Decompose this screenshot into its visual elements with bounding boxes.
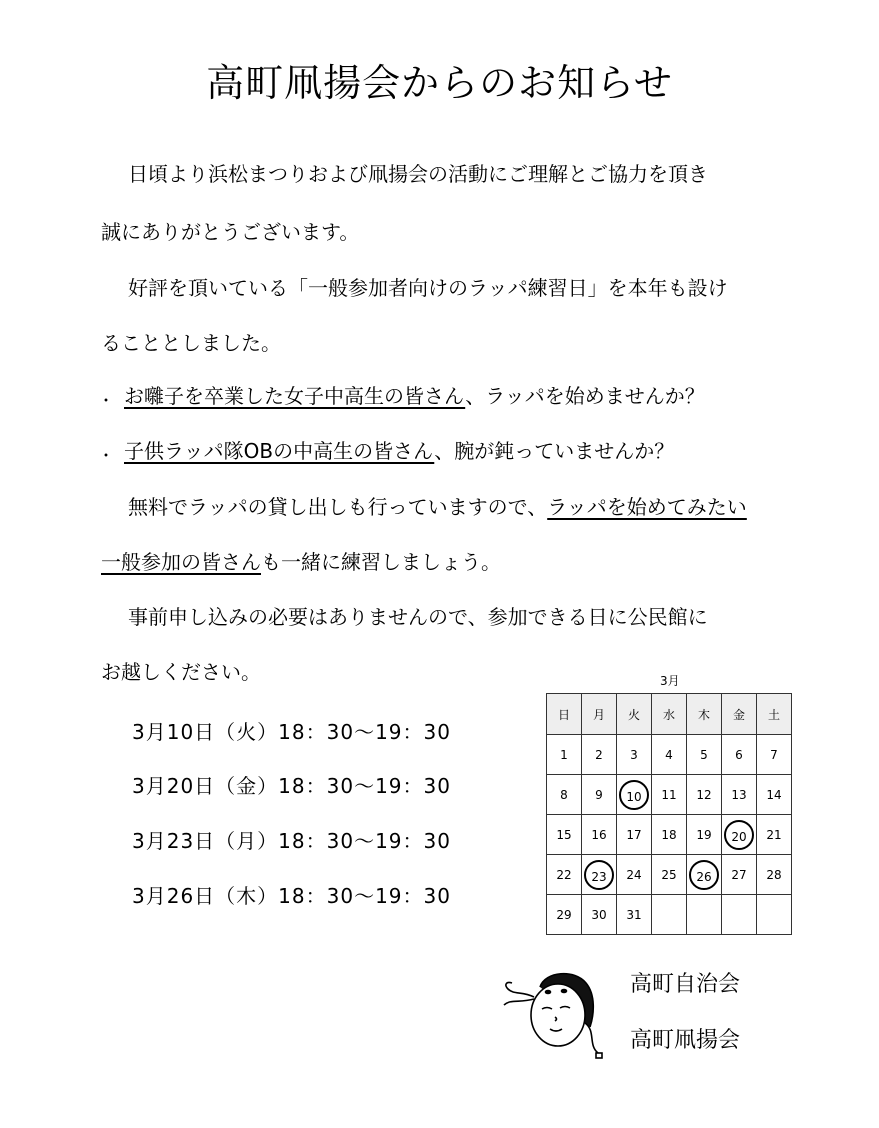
calendar-day: [687, 895, 722, 935]
calendar-day: 29: [547, 895, 582, 935]
calendar-grid: [546, 693, 792, 935]
announce-line-2: ることとしました。: [101, 331, 281, 355]
bullet-mark-1: ・: [98, 391, 115, 410]
calendar-day: 30: [582, 895, 617, 935]
bullet-2-underlined: 子供ラッパ隊OBの中高生の皆さん: [124, 439, 435, 463]
calendar-day: 25: [652, 855, 687, 895]
calendar-day: 16: [582, 815, 617, 855]
schedule-item-2: 3月20日（金）18：30～19：30: [132, 774, 451, 798]
calendar-day: [757, 895, 792, 935]
weekday-thu: 木: [687, 694, 722, 735]
weekday-tue: 火: [617, 694, 652, 735]
weekday-wed: 水: [652, 694, 687, 735]
practice-day-10: 10: [619, 780, 649, 810]
calendar-day: 18: [652, 815, 687, 855]
visit-line-2: お越しください。: [101, 660, 261, 684]
rental-rest: も一緒に練習しましょう。: [261, 550, 501, 574]
calendar-day: 1: [547, 735, 582, 775]
bullet-1-underlined: お囃子を卒業した女子中高生の皆さん: [124, 384, 466, 408]
practice-day-26: 26: [689, 860, 719, 890]
calendar-day: 9: [582, 775, 617, 815]
calendar-day-circled: [687, 855, 722, 895]
calendar-day: 2: [582, 735, 617, 775]
bullet-2-rest: 、腕が鈍っていませんか？: [434, 439, 675, 463]
calendar-day-circled: [722, 815, 757, 855]
schedule-item-1: 3月10日（火）18：30～19：30: [132, 720, 451, 744]
intro-line-2: 誠にありがとうございます。: [101, 220, 360, 244]
calendar-day: 28: [757, 855, 792, 895]
calendar-day: 6: [722, 735, 757, 775]
calendar-day: 7: [757, 735, 792, 775]
calendar-day: 14: [757, 775, 792, 815]
schedule-item-3: 3月23日（月）18：30～19：30: [132, 829, 451, 853]
bullet-1-rest: 、ラッパを始めませんか？: [465, 384, 705, 408]
page-title: 高町凧揚会からのお知らせ: [206, 61, 673, 105]
calendar-day: 31: [617, 895, 652, 935]
calendar-day-circled: [617, 775, 652, 815]
weekday-fri: 金: [722, 694, 757, 735]
calendar-day: 3: [617, 735, 652, 775]
rental-underlined-2: 一般参加の皆さん: [101, 550, 261, 574]
bullet-item-1: [124, 386, 705, 406]
calendar-day: 24: [617, 855, 652, 895]
org-takoagekai: 高町凧揚会: [630, 1028, 741, 1053]
practice-day-20: 20: [724, 820, 754, 850]
rental-line-2: [101, 552, 501, 572]
calendar-day: 15: [547, 815, 582, 855]
bullet-mark-2: ・: [98, 446, 115, 465]
calendar-day: 11: [652, 775, 687, 815]
otafuku-mask-icon: [500, 965, 610, 1060]
rental-text: 無料でラッパの貸し出しも行っていますので、: [128, 495, 548, 519]
intro-line-1: 日頃より浜松まつりおよび凧揚会の活動にご理解とご協力を頂き: [128, 162, 708, 186]
calendar-day: 13: [722, 775, 757, 815]
calendar-day-circled: [582, 855, 617, 895]
schedule-item-4: 3月26日（木）18：30～19：30: [132, 884, 451, 908]
weekday-mon: 月: [582, 694, 617, 735]
calendar-month: 3月: [660, 674, 680, 688]
calendar-day: [722, 895, 757, 935]
announce-line-1: 好評を頂いている「一般参加者向けのラッパ練習日」を本年も設け: [128, 276, 728, 300]
weekday-sat: 土: [757, 694, 792, 735]
calendar-day: 27: [722, 855, 757, 895]
calendar-day: 12: [687, 775, 722, 815]
calendar-day: 8: [547, 775, 582, 815]
visit-line-1: 事前申し込みの必要はありませんので、参加できる日に公民館に: [128, 605, 708, 629]
calendar-day: [652, 895, 687, 935]
bullet-item-2: [124, 441, 674, 461]
calendar-day: 17: [617, 815, 652, 855]
rental-line-1: [128, 497, 747, 517]
weekday-sun: 日: [547, 694, 582, 735]
calendar-day: 5: [687, 735, 722, 775]
calendar-day: 4: [652, 735, 687, 775]
practice-day-23: 23: [584, 860, 614, 890]
calendar-day: 22: [547, 855, 582, 895]
calendar-day: 21: [757, 815, 792, 855]
org-jichikai: 高町自治会: [630, 972, 741, 997]
calendar-day: 19: [687, 815, 722, 855]
rental-underlined-1: ラッパを始めてみたい: [547, 495, 747, 519]
